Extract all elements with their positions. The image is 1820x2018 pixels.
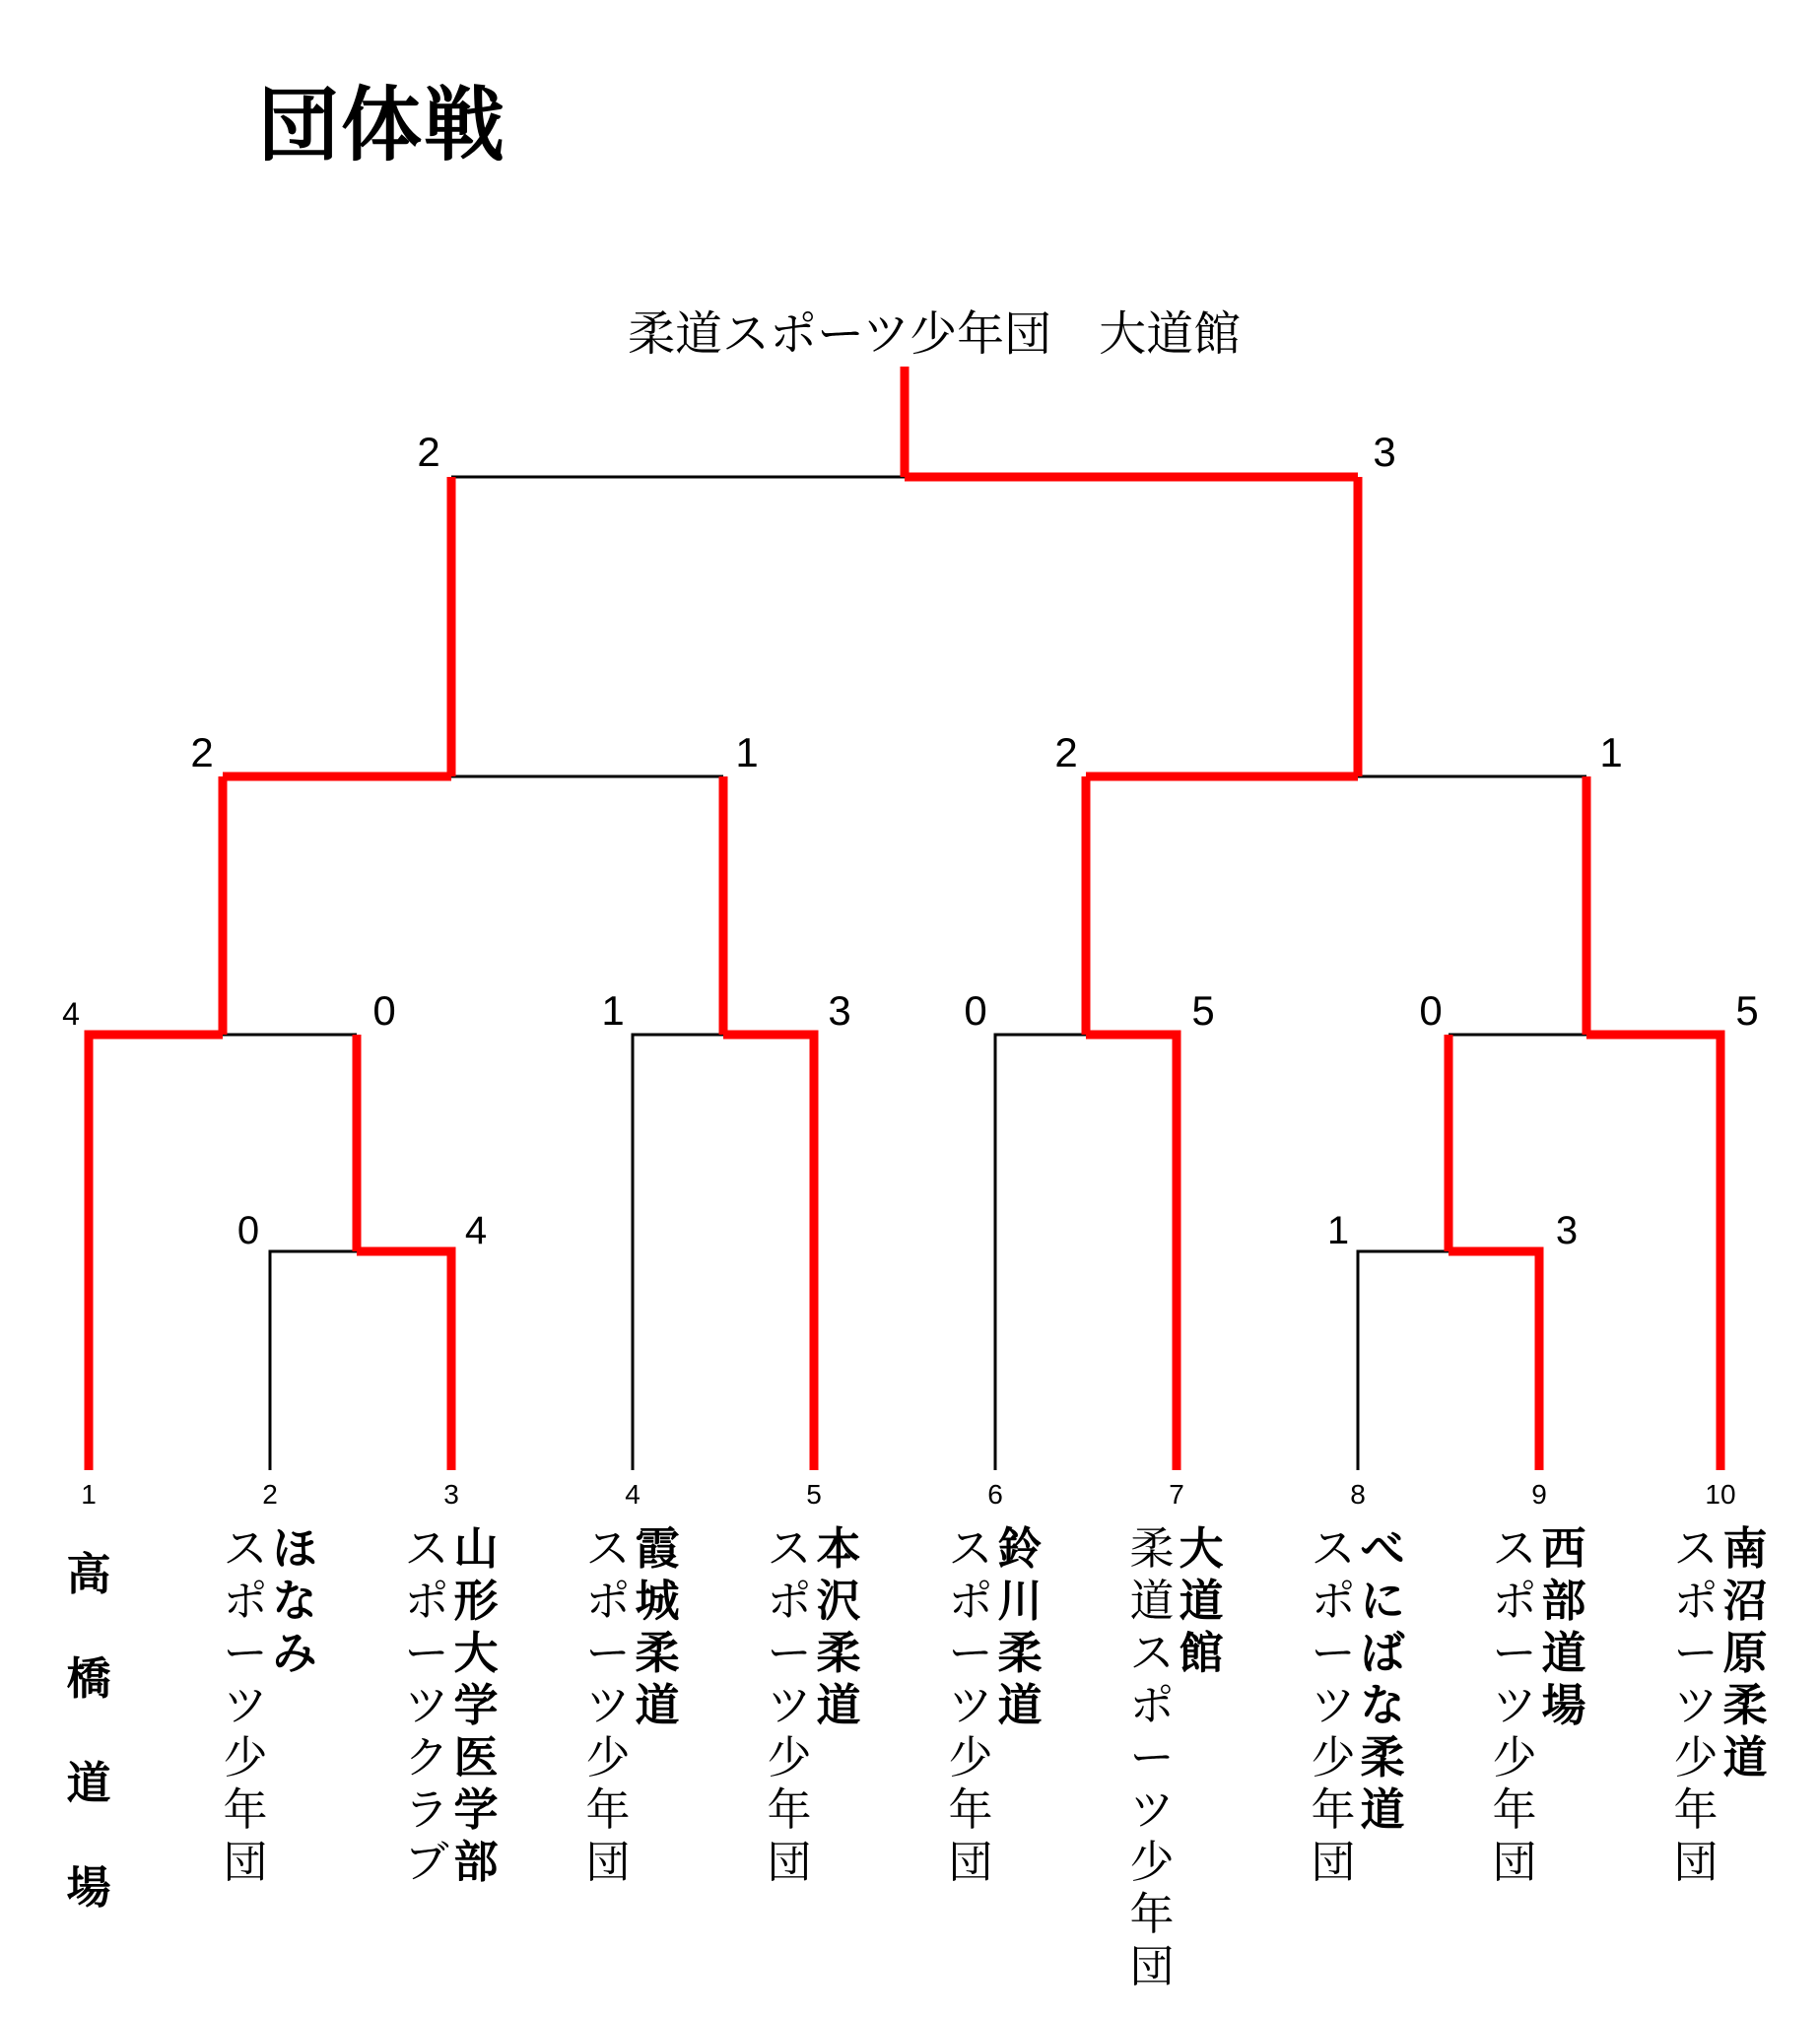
line-team3 xyxy=(357,1251,451,1470)
seed-number: 8 xyxy=(1350,1479,1366,1510)
team-entry xyxy=(948,1522,1043,1888)
team-name: 霞城柔道 xyxy=(635,1522,680,1731)
team-entry xyxy=(1311,1522,1405,1888)
team-entry xyxy=(1129,1522,1224,1992)
team-affiliation: スポーツクラブ xyxy=(404,1522,449,1888)
team-name: 西部道場 xyxy=(1541,1522,1586,1731)
page-title: 団体戦 xyxy=(258,79,507,172)
team-entry xyxy=(404,1522,499,1888)
line-team7 xyxy=(1086,1035,1177,1470)
line-team5 xyxy=(723,1035,814,1470)
score-prelim-8: 1 xyxy=(1326,1209,1350,1252)
line-team4 xyxy=(633,1035,723,1470)
team-affiliation: スポーツ少年団 xyxy=(1673,1522,1719,1888)
team-affiliation: スポーツ少年団 xyxy=(1311,1522,1356,1888)
seed-number: 10 xyxy=(1705,1479,1736,1510)
team-affiliation: スポーツ少年団 xyxy=(948,1522,993,1888)
seed-number: 5 xyxy=(806,1479,822,1510)
seed-number: 3 xyxy=(443,1479,459,1510)
score-final-right: 3 xyxy=(1373,429,1396,475)
team-name: ほなみ xyxy=(272,1522,317,1679)
seed-number: 9 xyxy=(1531,1479,1547,1510)
team-name: べにばな柔道 xyxy=(1360,1522,1405,1836)
score-prelim-9: 3 xyxy=(1555,1209,1579,1252)
team-affiliation: スポーツ少年団 xyxy=(1492,1522,1537,1888)
score-semi-right-a: 2 xyxy=(1054,729,1078,775)
seed-number: 7 xyxy=(1169,1479,1184,1510)
team-entry xyxy=(767,1522,861,1888)
team-name: 鈴川柔道 xyxy=(997,1522,1043,1731)
champion-name: 柔道スポーツ少年団 大道館 xyxy=(628,306,1242,362)
score-final-left: 2 xyxy=(417,429,440,475)
score-r1-team5: 3 xyxy=(828,987,851,1034)
seed-number: 4 xyxy=(625,1479,640,1510)
score-r1-winner-2-3: 0 xyxy=(372,987,396,1034)
seed-number: 2 xyxy=(262,1479,278,1510)
team-affiliation: スポーツ少年団 xyxy=(585,1522,631,1888)
team-entry xyxy=(1673,1522,1768,1888)
score-r1-team7: 5 xyxy=(1191,987,1215,1034)
score-semi-right-b: 1 xyxy=(1599,729,1623,775)
score-r1-team10: 5 xyxy=(1735,987,1759,1034)
line-team8 xyxy=(1358,1251,1449,1470)
score-labels xyxy=(62,429,1759,1252)
team-affiliation: スポーツ少年団 xyxy=(223,1522,268,1888)
team-affiliation: 柔道スポーツ少年団 xyxy=(1129,1522,1175,1992)
score-prelim-2: 0 xyxy=(236,1209,260,1252)
seed-labels xyxy=(81,1479,1735,1510)
bracket-lines xyxy=(89,367,1720,1470)
team-name: 高橋道場 xyxy=(66,1548,111,1914)
seed-number: 6 xyxy=(987,1479,1003,1510)
team-affiliation: スポーツ少年団 xyxy=(767,1522,812,1888)
score-prelim-3: 4 xyxy=(464,1209,488,1252)
team-name: 山形大学医学部 xyxy=(453,1522,499,1888)
score-semi-left-b: 1 xyxy=(735,729,759,775)
team-name: 大道館 xyxy=(1179,1522,1224,1679)
team-name: 本沢柔道 xyxy=(816,1522,861,1731)
score-r1-team6: 0 xyxy=(964,987,987,1034)
score-r1-winner-8-9: 0 xyxy=(1419,987,1443,1034)
score-semi-left-a: 2 xyxy=(190,729,214,775)
team-entry xyxy=(585,1522,680,1888)
line-team10 xyxy=(1586,1035,1720,1470)
line-team9 xyxy=(1449,1251,1539,1470)
team-entry xyxy=(66,1522,111,1940)
line-team1 xyxy=(89,1035,223,1470)
team-entry xyxy=(223,1522,317,1888)
team-entry xyxy=(1492,1522,1586,1888)
line-team6 xyxy=(995,1035,1086,1470)
score-r1-team4: 1 xyxy=(601,987,625,1034)
seed-number: 1 xyxy=(81,1479,97,1510)
team-name: 南沼原柔道 xyxy=(1722,1522,1768,1783)
score-r1-team1: 4 xyxy=(62,996,80,1032)
line-team2 xyxy=(270,1251,357,1470)
